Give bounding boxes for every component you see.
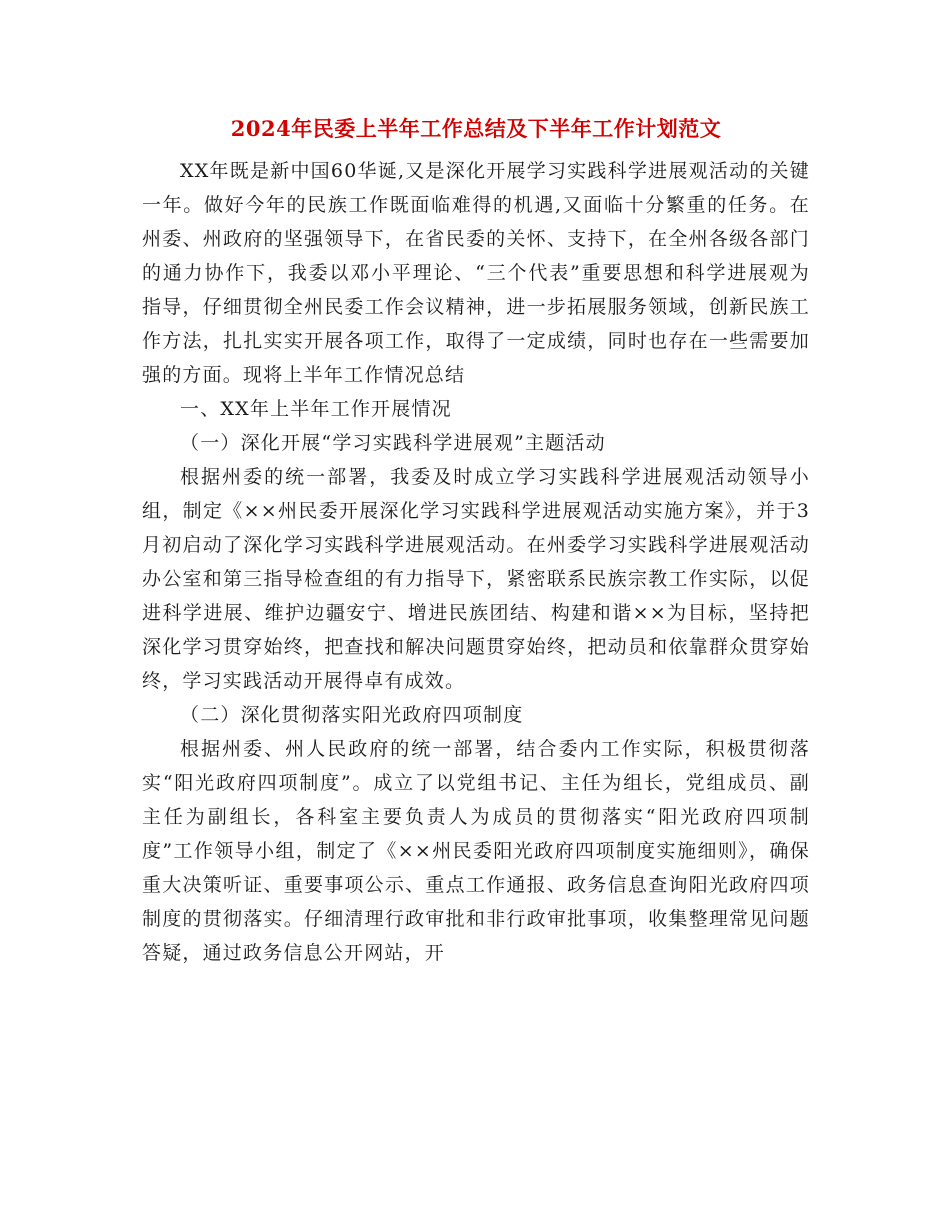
subsection-heading-2: （二）深化贯彻落实阳光政府四项制度 [180, 704, 524, 726]
paragraph-study-practice: 根据州委的统一部署，我委及时成立学习实践科学进展观活动领导小组，制定《××州民委开展深化学习实践科学进展观活动实施方案》，并于3月初启动了深化学习实践科学进展观活动。在州委学习实践科学进展观活动办公室和第三指导检查组的有力指导下，紧密联系民族宗教工作实际，以促进科学进展、维护边疆安宁、增进民族团结、构建和谐××为目标，坚持把深化学习贯穿始终，把查找和解决问题贯穿始终，把动员和依靠群众贯穿始终，学习实践活动开展得卓有成效。 [142, 466, 810, 692]
subsection-heading-1: （一）深化开展“学习实践科学进展观”主题活动 [180, 432, 606, 454]
section-heading-1: 一、XX年上半年工作开展情况 [180, 398, 452, 420]
paragraph-intro: XX年既是新中国60华诞,又是深化开展学习实践科学进展观活动的关键一年。做好今年的民族工作既面临难得的机遇,又面临十分繁重的任务。在州委、州政府的坚强领导下，在省民委的关怀、支持下，在全州各级各部门的通力协作下，我委以邓小平理论、“三个代表”重要思想和科学进展观为指导，仔细贯彻全州民委工作会议精神，进一步拓展服务领域，创新民族工作方法，扎扎实实开展各项工作，取得了一定成绩，同时也存在一些需要加强的方面。现将上半年工作情况总结 [142, 160, 810, 386]
paragraph-sunshine-government: 根据州委、州人民政府的统一部署，结合委内工作实际，积极贯彻落实“阳光政府四项制度”。成立了以党组书记、主任为组长，党组成员、副主任为副组长，各科室主要负责人为成员的贯彻落实“阳光政府四项制度”工作领导小组，制定了《××州民委阳光政府四项制度实施细则》，确保重大决策听证、重要事项公示、重点工作通报、政务信息查询阳光政府四项制度的贯彻落实。仔细清理行政审批和非行政审批事项，收集整理常见问题答疑，通过政务信息公开网站，开 [142, 738, 810, 964]
document-title: 2024年民委上半年工作总结及下半年工作计划范文 [230, 116, 722, 141]
